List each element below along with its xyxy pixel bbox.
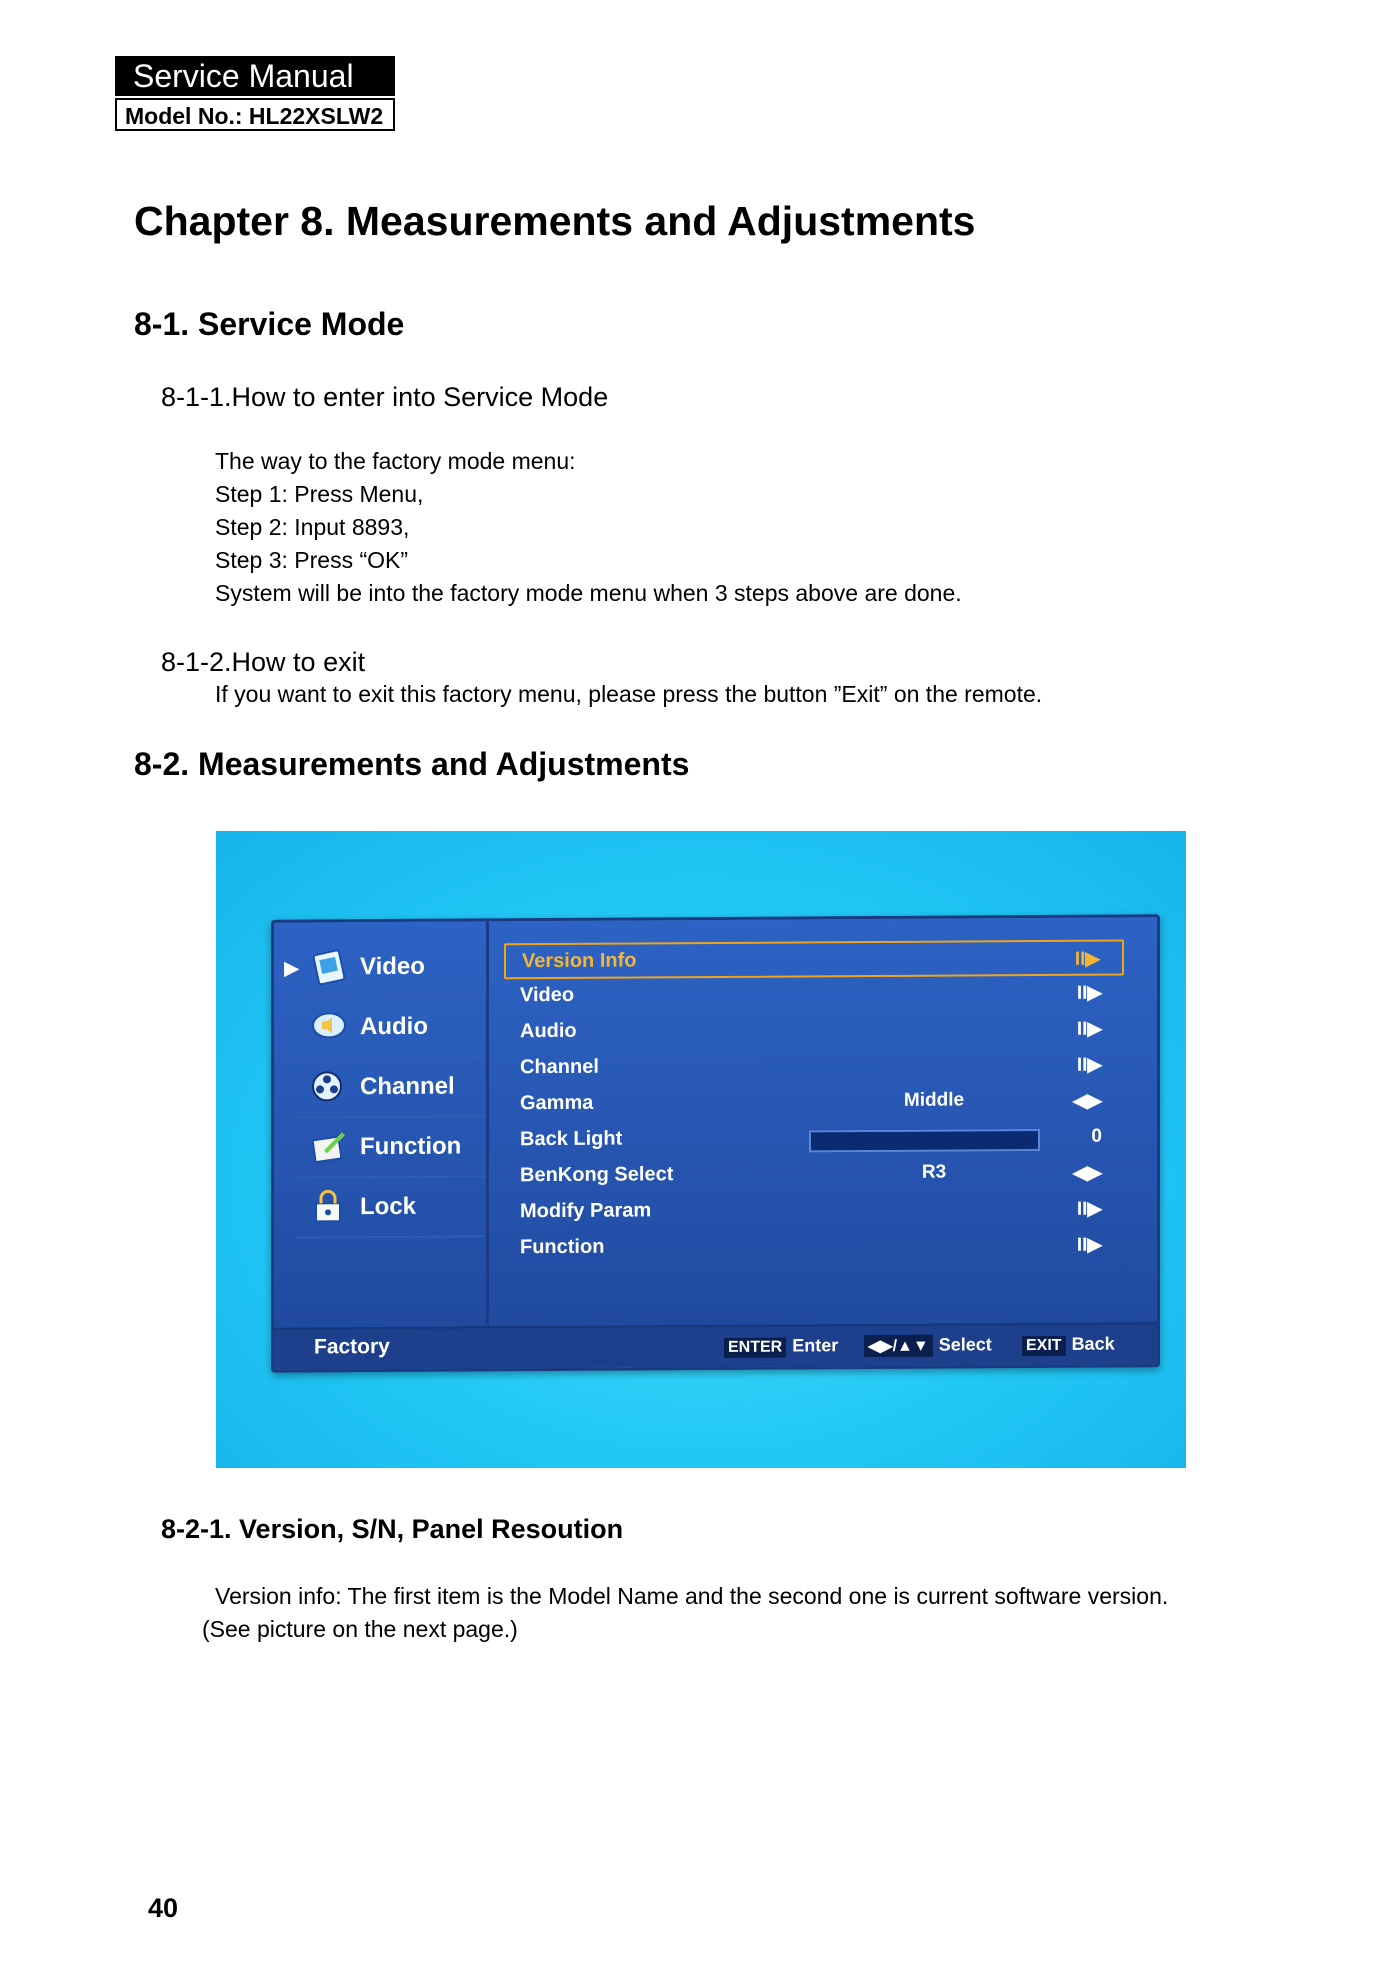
osd-row-audio[interactable] [504,1012,1124,1052]
enter-hint [724,1335,838,1358]
backlight-slider[interactable] [809,1129,1040,1152]
line-4: Step 3: Press “OK” [215,547,409,573]
video-icon [308,946,350,988]
osd-row-label: Gamma [520,1091,594,1115]
osd-row-back-light[interactable] [504,1120,1124,1160]
submenu-arrow-icon: II▶ [1076,1198,1102,1220]
osd-row-label: BenKong Select [520,1163,674,1187]
line-5: System will be into the factory mode menu when 3 steps above are done. [215,580,962,606]
osd-row-label: Function [520,1235,605,1259]
osd-left-item-video[interactable] [284,937,486,998]
benkong-value: R3 [921,1161,947,1183]
version-line: Version info: The first item is the Model Name and the second one is current software version. [215,1583,1169,1609]
exit-line: If you want to exit this factory menu, please press the button ”Exit” on the remote. [215,681,1043,707]
osd-row-function[interactable] [504,1228,1124,1268]
factory-menu-screenshot [216,831,1186,1468]
osd-row-version-info[interactable] [504,940,1124,980]
osd-row-modify-param[interactable] [504,1192,1124,1232]
select-text: Select [938,1334,992,1355]
osd-row-label: Modify Param [520,1199,652,1223]
submenu-arrow-icon: II▶ [1074,948,1100,970]
exit-key: EXIT [1022,1336,1066,1356]
submenu-arrow-icon: II▶ [1076,982,1102,1004]
section-measurements: 8-2. Measurements and Adjustments [134,746,690,782]
osd-row-channel[interactable] [504,1048,1124,1088]
see-next-page-line: (See picture on the next page.) [202,1616,518,1642]
exit-text: Back [1071,1333,1115,1354]
osd-left-item-lock[interactable] [296,1177,486,1238]
osd-row-label: Audio [520,1019,577,1043]
osd-row-gamma[interactable] [504,1084,1124,1124]
osd-left-label: Audio [360,1012,428,1041]
enter-steps [215,445,962,610]
manual-title: Service Manual [115,56,395,96]
osd-left-label: Function [360,1132,462,1161]
osd-left-item-audio[interactable] [296,997,486,1058]
submenu-arrow-icon: II▶ [1076,1054,1102,1076]
exit-hint [1022,1334,1115,1357]
osd-row-label: Back Light [520,1127,623,1151]
model-number: Model No.: HL22XSLW2 [115,98,395,131]
osd-panel [271,914,1160,1372]
osd-left-label: Channel [360,1072,455,1101]
audio-icon [308,1006,350,1048]
osd-row-label: Channel [520,1055,599,1079]
line-3: Step 2: Input 8893, [215,514,410,540]
osd-left-item-channel[interactable] [296,1057,486,1118]
section-service-mode: 8-1. Service Mode [134,306,405,342]
osd-left-label: Lock [360,1192,417,1221]
line-2: Step 1: Press Menu, [215,481,424,507]
osd-row-benkong-select[interactable] [504,1156,1124,1196]
osd-row-label: Video [520,983,575,1007]
submenu-arrow-icon: II▶ [1076,1018,1102,1040]
osd-row-video[interactable] [504,976,1124,1016]
backlight-value: 0 [1091,1125,1102,1147]
selected-arrow-icon: ▶ [284,957,300,980]
function-icon [308,1126,350,1168]
subsection-exit: 8-1-2.How to exit [161,647,366,677]
chapter-title: Chapter 8. Measurements and Adjustments [134,198,976,244]
osd-left-item-function[interactable] [296,1117,486,1178]
select-hint [864,1334,992,1357]
osd-footer-title: Factory [314,1334,390,1359]
header-box [115,56,395,131]
channel-icon [308,1066,350,1108]
subsection-enter: 8-1-1.How to enter into Service Mode [161,382,609,412]
enter-text: Enter [792,1335,839,1356]
line-1: The way to the factory mode menu: [215,448,576,474]
submenu-arrow-icon: II▶ [1076,1234,1102,1256]
select-arrows-icon: ◀▶/▲▼ [864,1335,933,1357]
page-number: 40 [148,1893,179,1923]
gamma-value: Middle [903,1089,965,1111]
lock-icon [308,1186,350,1228]
osd-left-label: Video [360,952,425,981]
left-right-arrow-icon: ◀▶ [1072,1162,1102,1184]
osd-footer [274,1322,1157,1369]
osd-left-menu [274,921,489,1326]
osd-right-menu [494,939,1134,1259]
left-right-arrow-icon: ◀▶ [1072,1090,1102,1112]
osd-row-label: Version Info [522,949,637,973]
enter-key: ENTER [724,1338,786,1358]
subsection-version: 8-2-1. Version, S/N, Panel Resoution [161,1514,624,1544]
